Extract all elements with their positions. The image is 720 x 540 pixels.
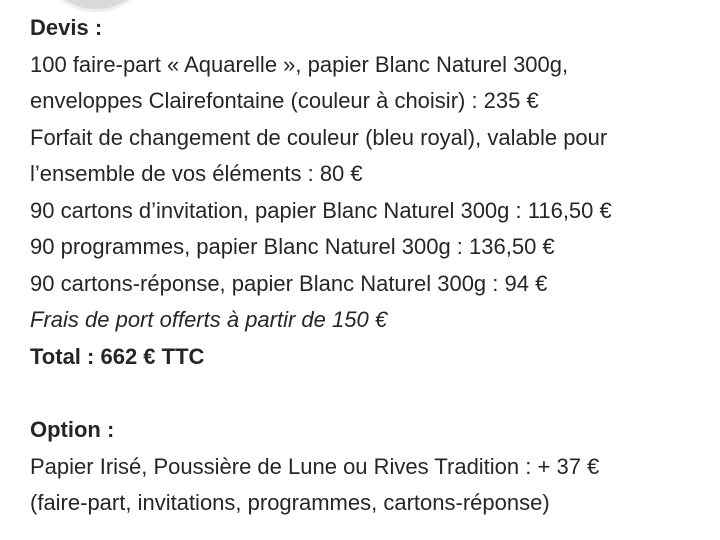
- devis-line-2: enveloppes Clairefontaine (couleur à choisir) : 235 €: [30, 88, 539, 113]
- option-line-2: (faire-part, invitations, programmes, cartons-réponse): [30, 490, 550, 515]
- option-heading: Option :: [30, 417, 115, 442]
- option-line-1: Papier Irisé, Poussière de Lune ou Rives Tradition : + 37 €: [30, 453, 600, 479]
- devis-line-6: 90 programmes, papier Blanc Naturel 300g : 136,50 €: [30, 234, 555, 259]
- devis-line-5: 90 cartons d’invitation, papier Blanc Naturel 300g : 116,50 €: [30, 197, 612, 223]
- devis-line-3: Forfait de changement de couleur (bleu royal), valable pour: [30, 124, 608, 150]
- total-line: Total : 662 € TTC: [30, 343, 205, 369]
- quote-text-block: [30, 10, 700, 522]
- devis-heading: Devis :: [30, 15, 103, 40]
- shipping-note: Frais de port offerts à partir de 150 €: [30, 307, 388, 332]
- devis-line-7: 90 cartons-réponse, papier Blanc Naturel 300g : 94 €: [30, 270, 548, 296]
- section-spacer: [30, 375, 700, 412]
- devis-line-4: l’ensemble de vos éléments : 80 €: [30, 161, 363, 186]
- devis-line-1: 100 faire-part « Aquarelle », papier Blanc Naturel 300g,: [30, 51, 569, 77]
